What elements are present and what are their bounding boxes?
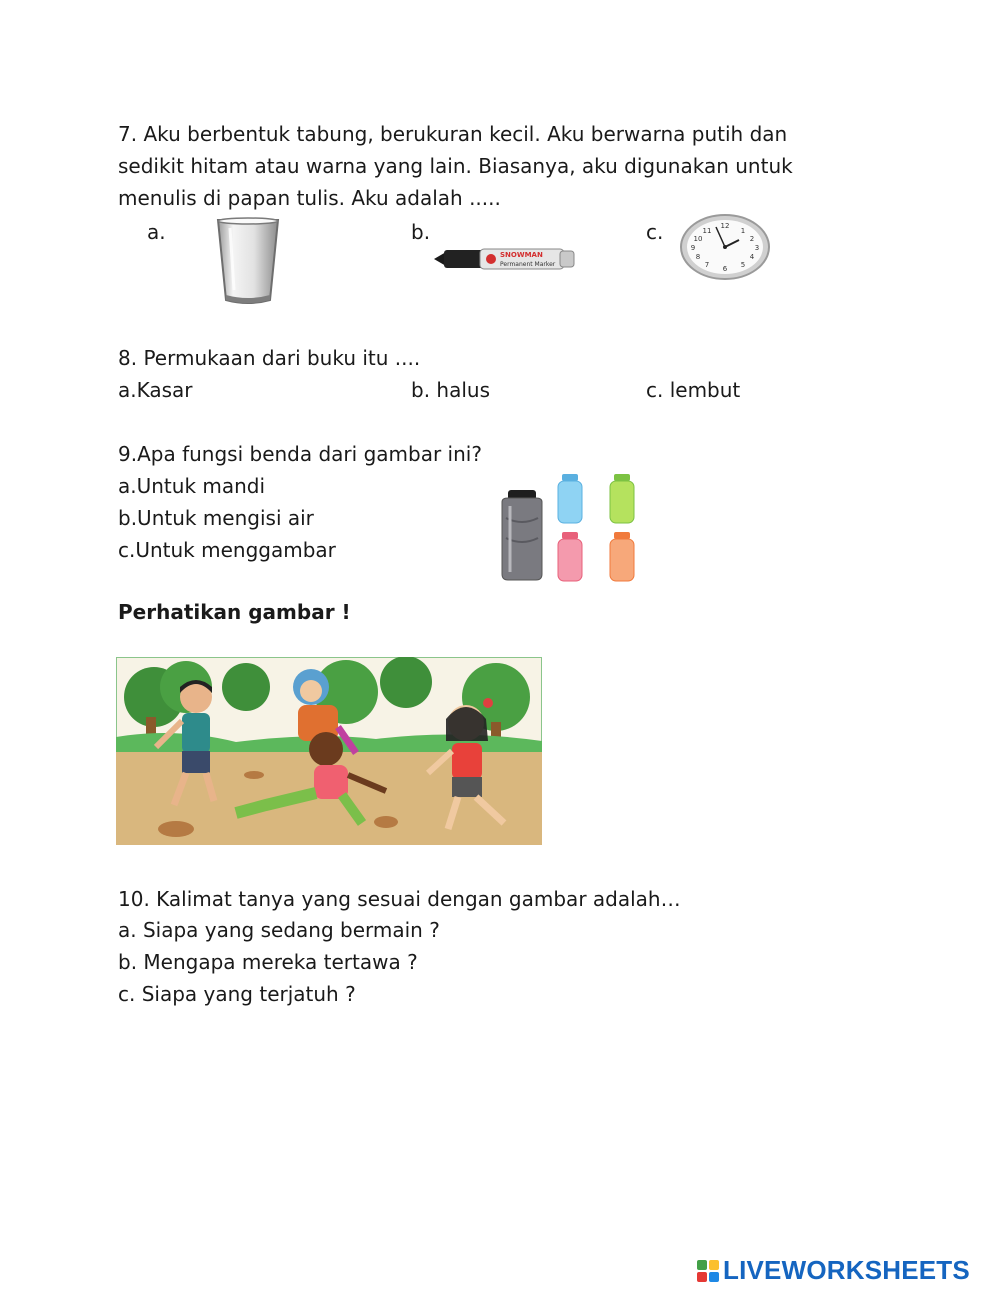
svg-text:2: 2 <box>749 235 755 243</box>
marker-label: Permanent Marker <box>500 261 556 268</box>
q7-option-a[interactable]: a. <box>147 220 166 244</box>
marker-brand: SNOWMAN <box>500 251 543 259</box>
liveworksheets-logo[interactable] <box>697 1255 970 1286</box>
svg-text:10: 10 <box>693 235 703 243</box>
q9-question: 9.Apa fungsi benda dari gambar ini? <box>118 442 482 466</box>
logo-text: LIVEWORKSHEETS <box>723 1255 970 1285</box>
svg-text:1: 1 <box>740 227 746 235</box>
q7-option-c[interactable]: c. <box>646 220 664 244</box>
q9-option-a[interactable]: a.Untuk mandi <box>118 474 266 498</box>
q8-option-b[interactable]: b. halus <box>411 378 490 402</box>
logo-squares-icon <box>697 1260 719 1282</box>
q8-option-c[interactable]: c. lembut <box>646 378 741 402</box>
svg-text:8: 8 <box>695 253 701 261</box>
svg-text:5: 5 <box>740 261 746 269</box>
instruction-heading: Perhatikan gambar ! <box>118 600 351 624</box>
q8-question: 8. Permukaan dari buku itu .... <box>118 346 421 370</box>
svg-text:11: 11 <box>702 227 712 235</box>
q10-option-a[interactable]: a. Siapa yang sedang bermain ? <box>118 918 440 942</box>
q7-line-2: sedikit hitam atau warna yang lain. Biasanya, aku digunakan untuk <box>118 154 793 178</box>
svg-text:7: 7 <box>704 261 710 269</box>
svg-text:3: 3 <box>754 244 760 252</box>
svg-text:4: 4 <box>749 253 755 261</box>
svg-text:6: 6 <box>722 265 728 273</box>
q9-option-c[interactable]: c.Untuk menggambar <box>118 538 336 562</box>
q10-option-b[interactable]: b. Mengapa mereka tertawa ? <box>118 950 418 974</box>
q7-line-1: 7. Aku berbentuk tabung, berukuran kecil. Aku berwarna putih dan <box>118 122 788 146</box>
children-playing-illustration <box>116 657 542 845</box>
q8-option-a[interactable]: a.Kasar <box>118 378 193 402</box>
water-bottles-image <box>494 468 644 584</box>
q10-option-c[interactable]: c. Siapa yang terjatuh ? <box>118 982 356 1006</box>
q10-question: 10. Kalimat tanya yang sesuai dengan gambar adalah… <box>118 887 681 911</box>
svg-text:12: 12 <box>720 222 730 230</box>
q7-line-3: menulis di papan tulis. Aku adalah ..... <box>118 186 501 210</box>
clock-image <box>679 213 771 281</box>
svg-text:9: 9 <box>690 244 696 252</box>
q9-option-b[interactable]: b.Untuk mengisi air <box>118 506 314 530</box>
q7-option-b[interactable]: b. <box>411 220 431 244</box>
marker-image <box>432 240 576 278</box>
glass-image <box>212 216 284 308</box>
